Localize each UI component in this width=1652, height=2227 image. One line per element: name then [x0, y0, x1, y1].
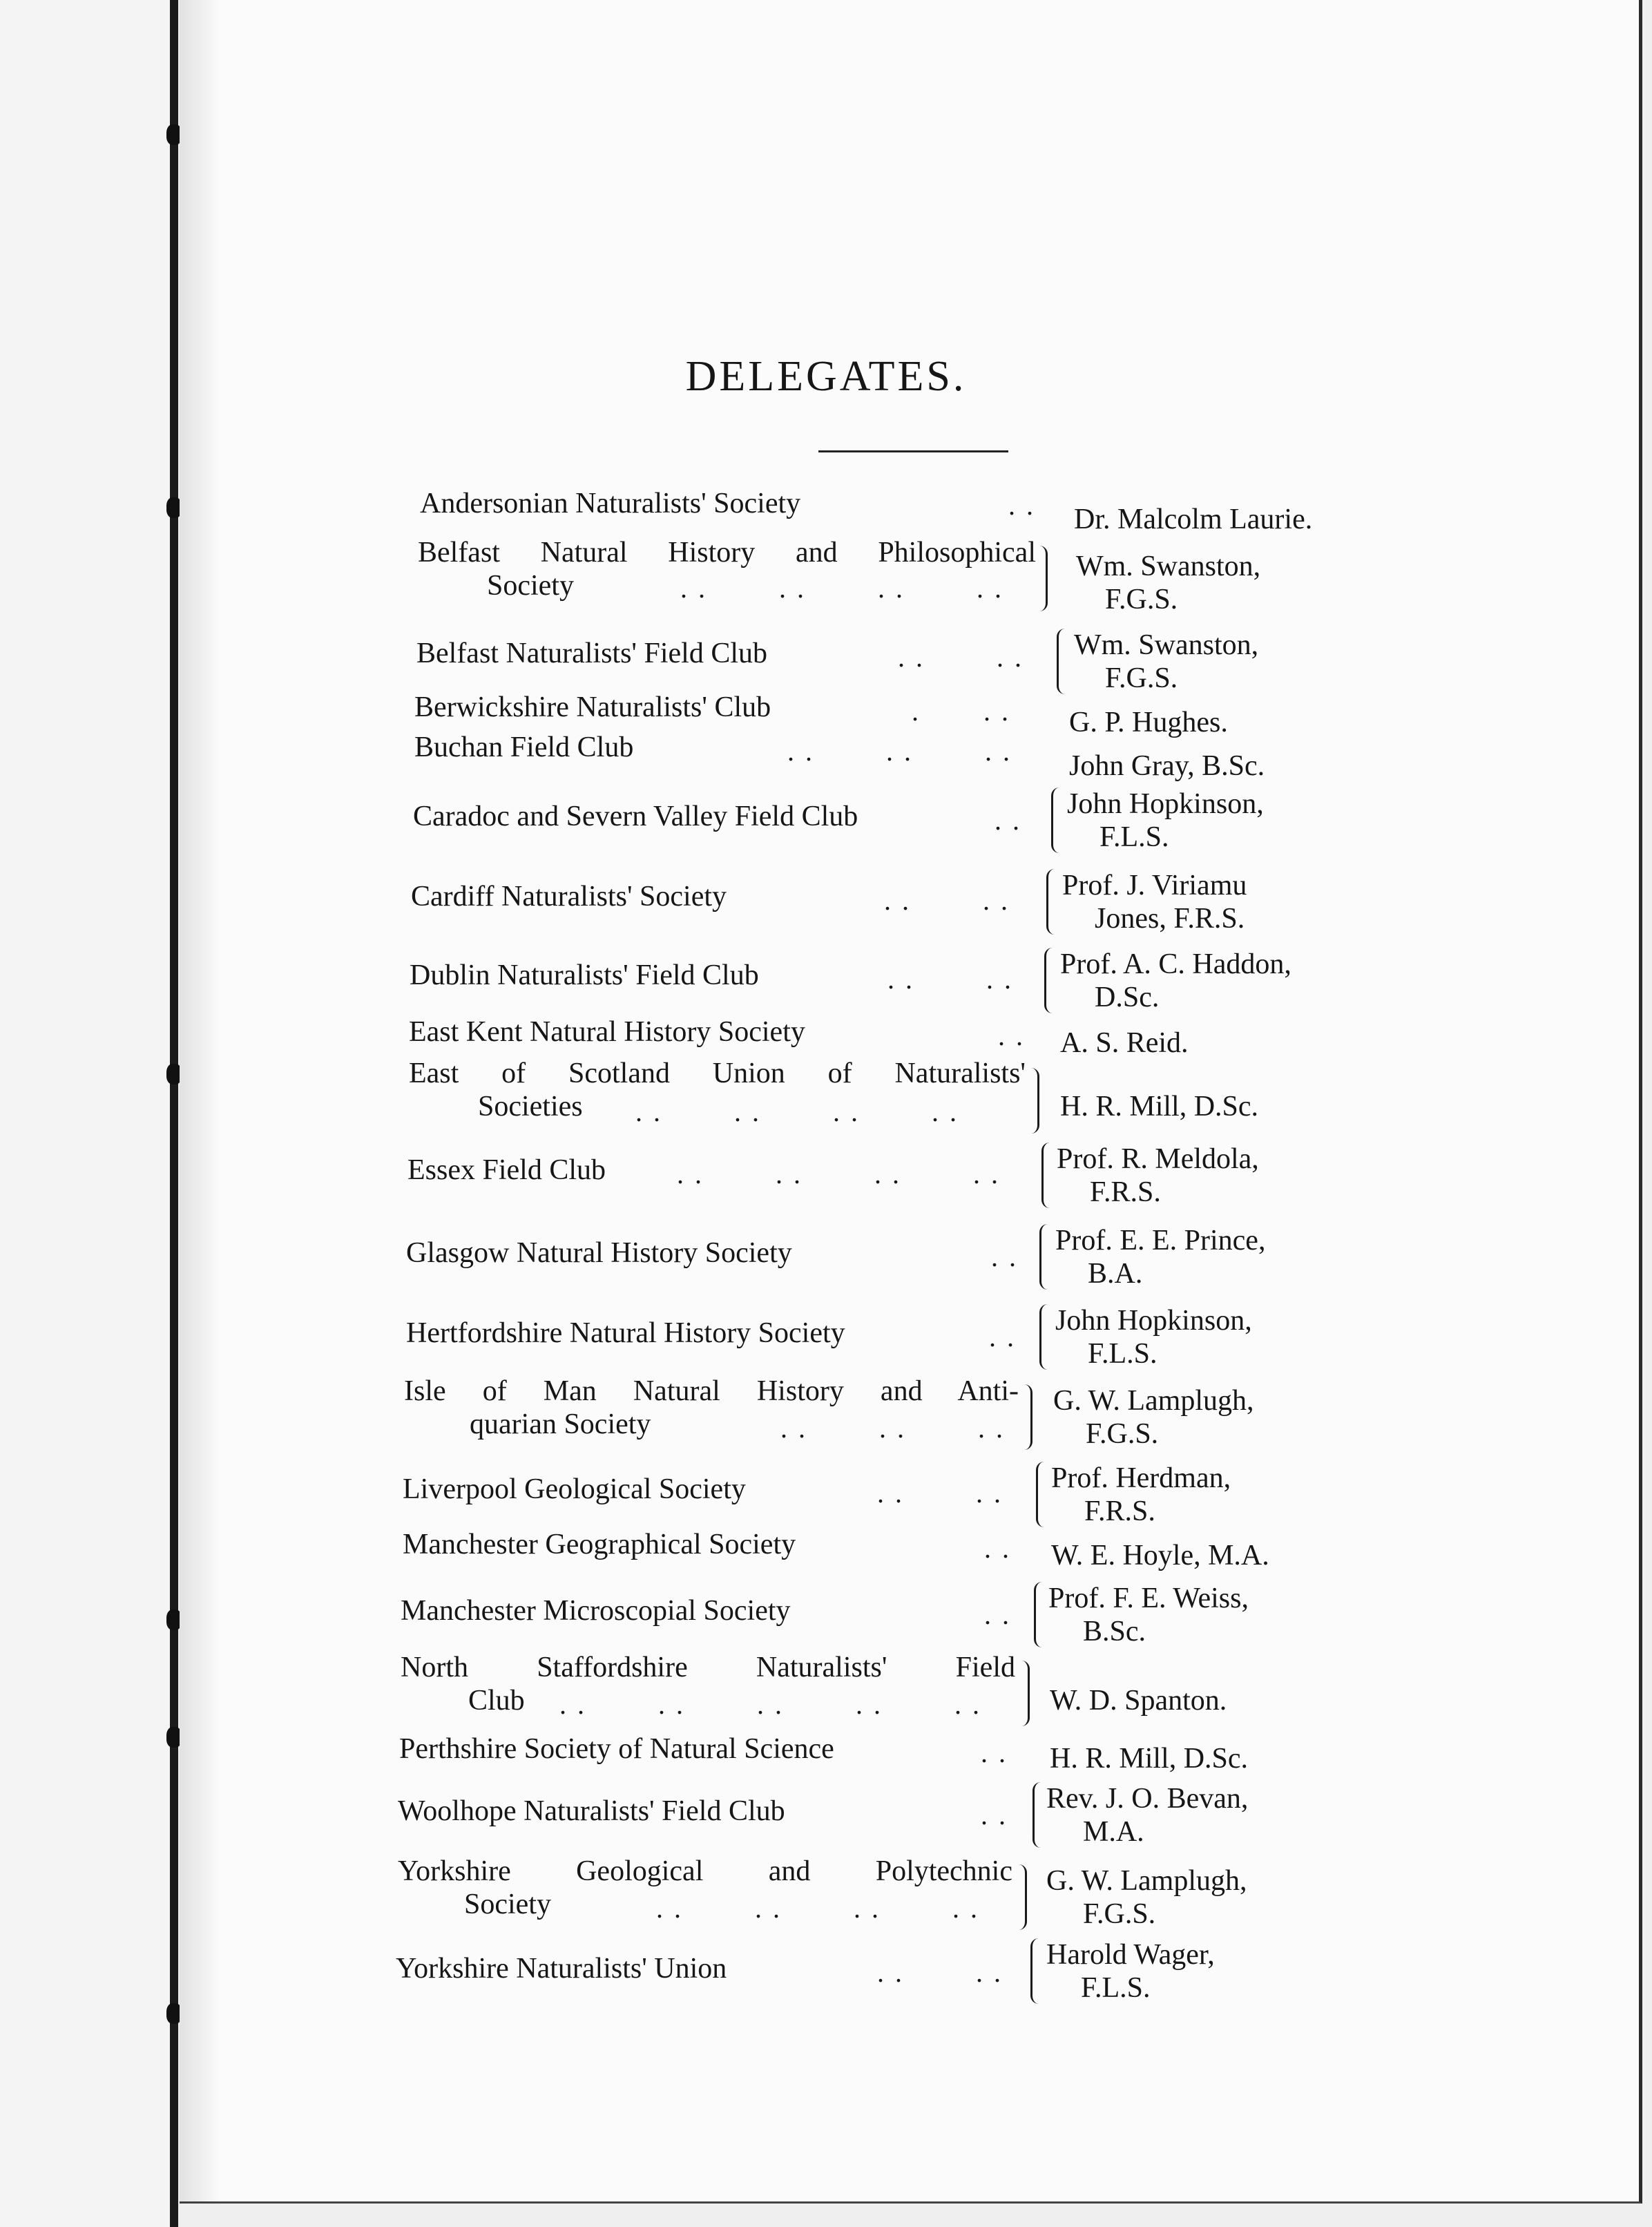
society-name: Cardiff Naturalists' Society — [411, 881, 727, 912]
brace — [1046, 869, 1058, 935]
delegate-name: G. W. Lamplugh, — [1046, 1865, 1247, 1897]
leader-dots: . . — [998, 1020, 1025, 1051]
leader-dots: . . . . . . — [787, 736, 1012, 767]
delegate-name: W. D. Spanton. — [1050, 1685, 1227, 1717]
society-name: Dublin Naturalists' Field Club — [410, 959, 759, 991]
leader-dots: . . . . . . . . — [635, 1096, 959, 1127]
delegate-name: H. R. Mill, D.Sc. — [1050, 1743, 1249, 1775]
delegate-name: Dr. Malcolm Laurie. — [1074, 504, 1313, 535]
society-name: Hertfordshire Natural History Society — [406, 1317, 845, 1349]
society-name: Belfast Natural History and Philosophical — [418, 537, 1036, 568]
society-name: Yorkshire Geological and Polytechnic — [398, 1855, 1012, 1887]
society-name: Manchester Geographical Society — [403, 1529, 796, 1560]
society-name: East of Scotland Union of Naturalists' — [409, 1058, 1026, 1089]
leader-dots: . . . . — [898, 642, 1024, 673]
leader-dots: . . . . — [884, 885, 1010, 916]
delegate-name-continued: F.R.S. — [1084, 1495, 1155, 1527]
scan-margin — [0, 0, 174, 2227]
delegate-name-continued: F.G.S. — [1105, 584, 1178, 615]
delegate-name-continued: B.A. — [1088, 1258, 1143, 1290]
brace — [1039, 1304, 1051, 1370]
society-name: Berwickshire Naturalists' Club — [414, 691, 771, 723]
society-name-continued: Society — [487, 570, 574, 602]
brace — [1057, 629, 1068, 694]
society-name: Woolhope Naturalists' Field Club — [398, 1795, 785, 1827]
leader-dots: . . — [981, 1737, 1008, 1768]
leader-dots: . . . . . . . . — [680, 573, 1003, 604]
leader-dots: . . — [984, 1599, 1011, 1630]
delegate-name-continued: F.G.S. — [1105, 662, 1178, 694]
brace — [1041, 1143, 1053, 1208]
society-name: Andersonian Naturalists' Society — [420, 488, 801, 519]
delegate-name-continued: D.Sc. — [1095, 982, 1160, 1013]
delegate-name: Prof. R. Meldola, — [1057, 1143, 1259, 1175]
brace — [1051, 787, 1063, 853]
leader-dots: . . — [981, 1799, 1008, 1831]
society-name: Liverpool Geological Society — [403, 1473, 746, 1505]
society-name: Yorkshire Naturalists' Union — [396, 1953, 727, 1985]
society-name: Essex Field Club — [407, 1154, 606, 1186]
brace — [1021, 1384, 1032, 1450]
brace — [1036, 1462, 1048, 1527]
delegate-name-continued: B.Sc. — [1083, 1616, 1146, 1647]
delegate-name: W. E. Hoyle, M.A. — [1051, 1540, 1269, 1571]
delegate-name: John Hopkinson, — [1067, 788, 1264, 820]
society-name: North Staffordshire Naturalists' Field — [401, 1652, 1015, 1683]
delegate-name: John Hopkinson, — [1055, 1305, 1252, 1337]
delegate-name: John Gray, B.Sc. — [1069, 750, 1265, 782]
delegate-name: G. P. Hughes. — [1069, 707, 1228, 738]
fold-shadow — [180, 0, 221, 2204]
page-title: DELEGATES. — [685, 353, 967, 400]
delegate-name-continued: F.G.S. — [1083, 1898, 1156, 1930]
leader-dots: . . — [1008, 490, 1035, 521]
leader-dots: . . — [995, 805, 1021, 836]
delegate-name: Prof. E. E. Prince, — [1055, 1225, 1266, 1256]
society-name-continued: Club — [468, 1685, 525, 1717]
society-name: Caradoc and Severn Valley Field Club — [413, 801, 858, 832]
leader-dots: . . . . — [877, 1478, 1003, 1509]
brace — [1036, 546, 1048, 611]
leader-dots: . . . . . . . . — [677, 1158, 1000, 1189]
society-name-continued: quarian Society — [470, 1408, 651, 1440]
delegate-name: A. S. Reid. — [1060, 1027, 1189, 1059]
leader-dots: . . . — [912, 696, 1010, 727]
brace — [1044, 948, 1056, 1013]
delegate-name-continued: F.L.S. — [1081, 1972, 1151, 2004]
delegate-name-continued: F.L.S. — [1088, 1338, 1158, 1370]
society-name: Buchan Field Club — [414, 732, 634, 763]
delegate-name-continued: M.A. — [1083, 1816, 1144, 1848]
delegate-name-continued: F.G.S. — [1086, 1418, 1159, 1450]
title-rule — [818, 450, 1008, 452]
delegate-name: Prof. J. Viriamu — [1062, 870, 1247, 901]
society-name: Isle of Man Natural History and Anti- — [404, 1375, 1019, 1407]
delegate-name-continued: Jones, F.R.S. — [1095, 903, 1245, 935]
delegate-name: Wm. Swanston, — [1076, 551, 1261, 582]
delegate-name: Rev. J. O. Bevan, — [1046, 1783, 1249, 1815]
society-name: Manchester Microscopial Society — [401, 1595, 791, 1627]
delegate-name: Harold Wager, — [1046, 1939, 1215, 1971]
society-name-continued: Society — [464, 1889, 551, 1920]
brace — [1032, 1782, 1044, 1848]
delegate-name: Prof. A. C. Haddon, — [1060, 948, 1291, 980]
leader-dots: . . . . . . . . — [656, 1893, 979, 1924]
leader-dots: . . — [984, 1533, 1011, 1564]
leader-dots: . . — [991, 1241, 1018, 1272]
leader-dots: . . . . — [887, 964, 1013, 995]
delegate-name-continued: F.L.S. — [1099, 821, 1169, 853]
brace — [1039, 1224, 1051, 1290]
brace — [1034, 1582, 1046, 1647]
leader-dots: . . . . . . — [780, 1413, 1005, 1444]
delegate-name: H. R. Mill, D.Sc. — [1060, 1091, 1259, 1122]
brace — [1018, 1661, 1030, 1726]
society-name: Perthshire Society of Natural Science — [399, 1733, 834, 1765]
delegate-name: Prof. Herdman, — [1051, 1462, 1231, 1494]
delegate-name: G. W. Lamplugh, — [1053, 1385, 1254, 1417]
brace — [1015, 1864, 1027, 1930]
delegate-name: Prof. F. E. Weiss, — [1048, 1583, 1249, 1614]
brace — [1030, 1938, 1042, 2004]
delegate-name: Wm. Swanston, — [1074, 629, 1259, 661]
leader-dots: . . . . . . . . . . — [559, 1689, 981, 1720]
society-name: Belfast Naturalists' Field Club — [416, 638, 768, 669]
leader-dots: . . — [989, 1321, 1016, 1353]
brace — [1028, 1068, 1039, 1134]
society-name: Glasgow Natural History Society — [406, 1237, 792, 1269]
society-name: East Kent Natural History Society — [409, 1016, 805, 1048]
leader-dots: . . . . — [877, 1957, 1003, 1988]
society-name-continued: Societies — [478, 1091, 583, 1122]
binding-edge — [170, 0, 178, 2227]
delegate-name-continued: F.R.S. — [1090, 1176, 1161, 1208]
